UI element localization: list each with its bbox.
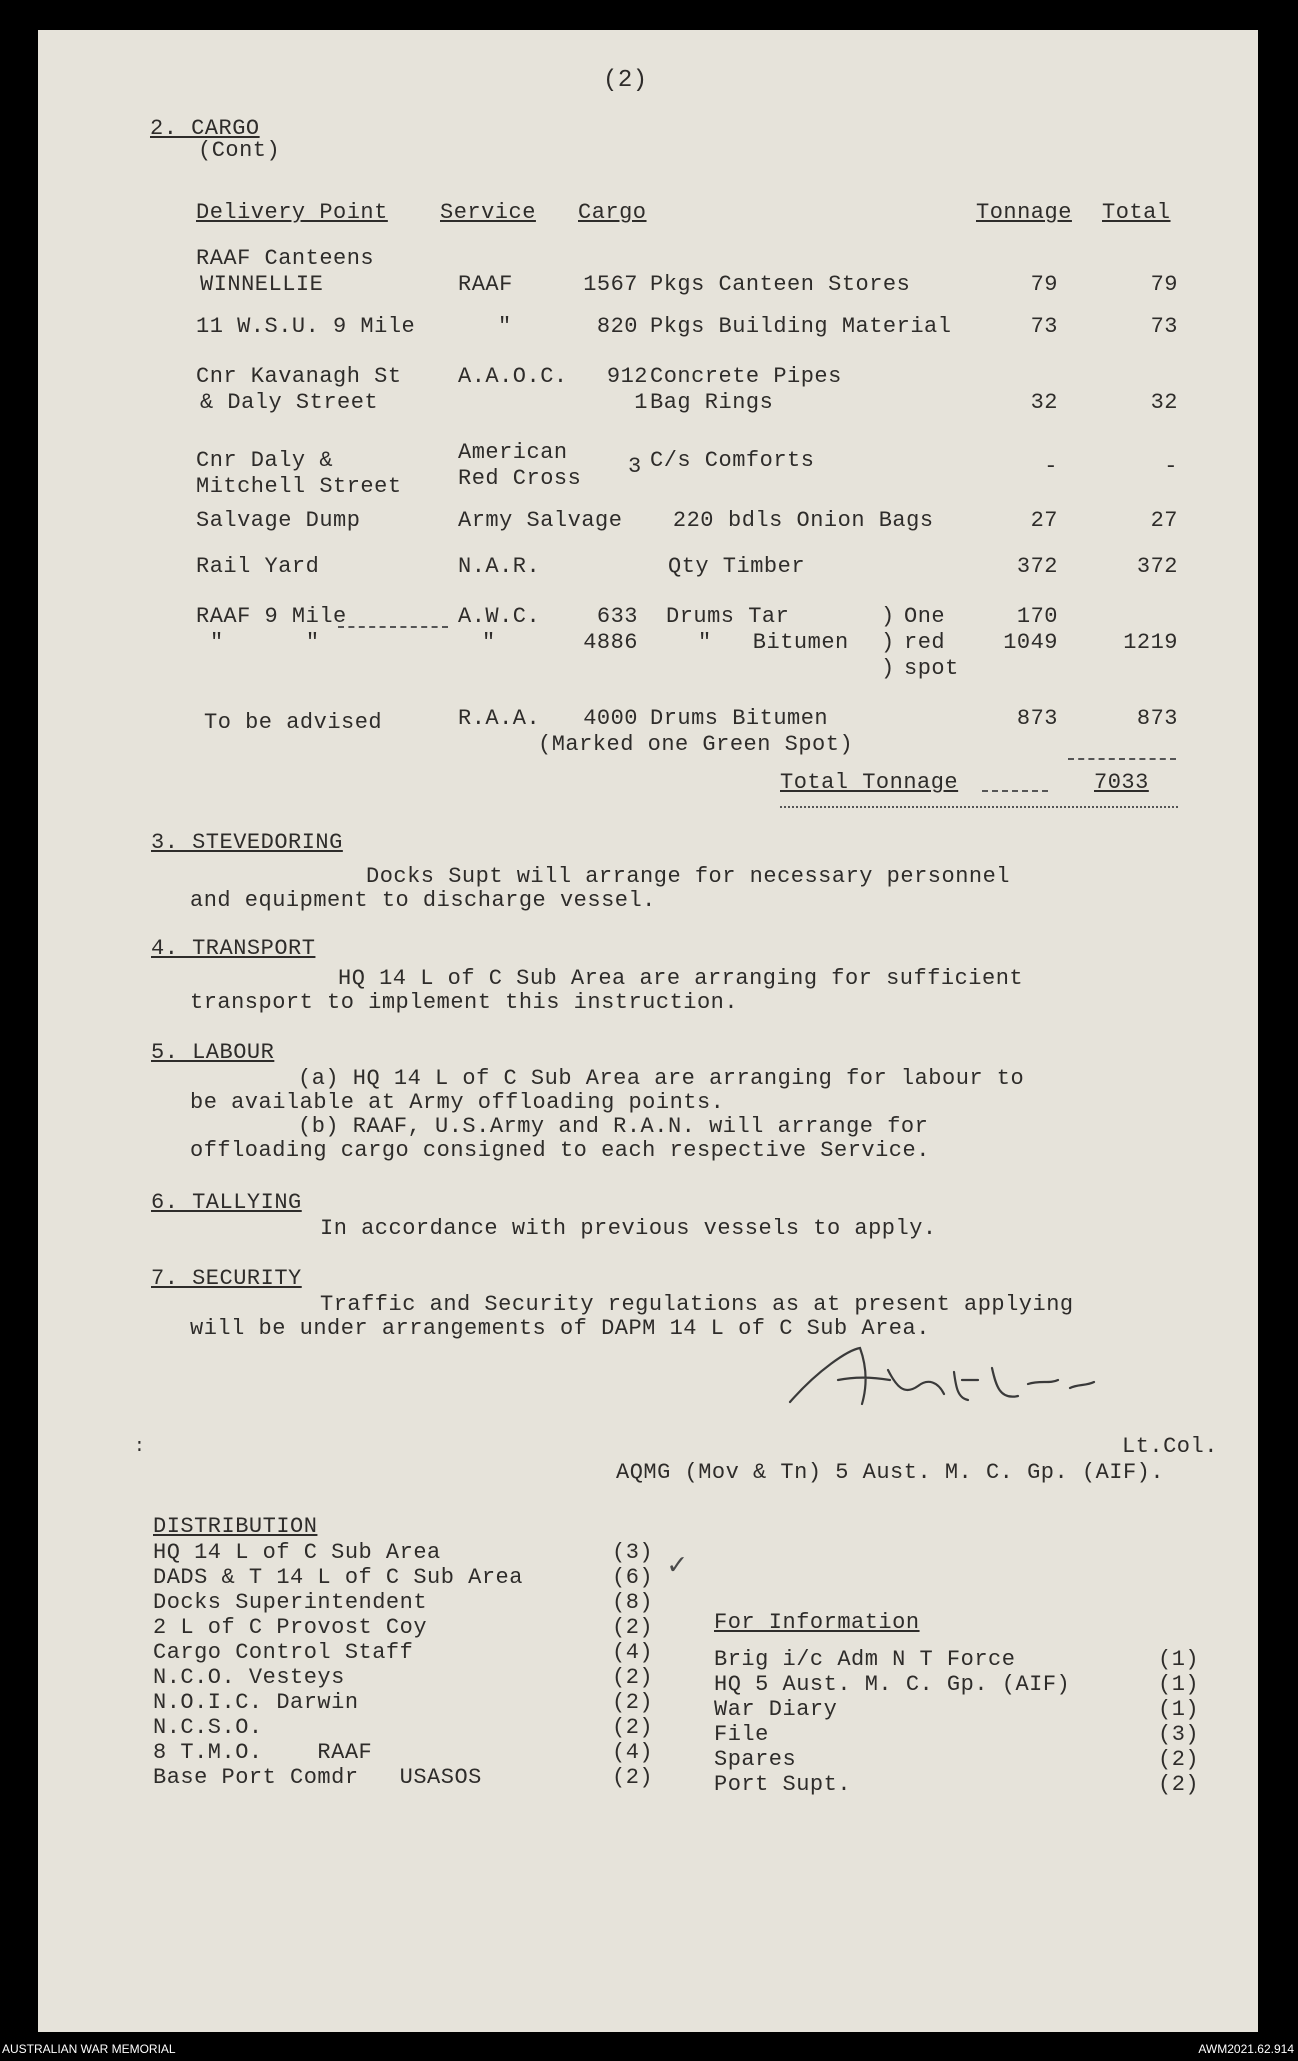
list-item: File: [714, 1722, 769, 1747]
row-tonnage: -: [1044, 454, 1058, 479]
total-tonnage-value: 7033: [1094, 770, 1149, 795]
footer-archive-reference: AWM2021.62.914: [1198, 2042, 1294, 2056]
header-total: Total: [1102, 200, 1171, 225]
list-item-count: (3): [612, 1540, 654, 1565]
row-service: RAAF: [458, 272, 513, 297]
row-total: 372: [1136, 554, 1178, 579]
section-text: be available at Army offloading points.: [190, 1090, 725, 1115]
row-tonnage: 79: [1030, 272, 1058, 297]
row-service: A.A.O.C.: [458, 364, 568, 389]
section-text: transport to implement this instruction.: [190, 990, 739, 1015]
row-tonnage: 73: [1030, 314, 1058, 339]
row-quantity-line2: 1: [634, 390, 648, 415]
row-total: 873: [1136, 706, 1178, 731]
row-cargo: Pkgs Canteen Stores: [650, 272, 911, 297]
list-item: Cargo Control Staff: [153, 1640, 414, 1665]
row-cargo: Concrete Pipes: [650, 364, 842, 389]
brace-symbol: ): [881, 630, 895, 655]
list-item-count: (2): [612, 1765, 654, 1790]
row-service: Army Salvage: [458, 508, 623, 533]
list-item: War Diary: [714, 1697, 838, 1722]
list-item-count: (2): [1158, 1747, 1200, 1772]
list-item-count: (2): [612, 1715, 654, 1740]
list-item: Port Supt.: [714, 1772, 852, 1797]
row-tonnage: 170: [1016, 604, 1058, 629]
section-text: and equipment to discharge vessel.: [190, 888, 656, 913]
margin-mark: :: [134, 1437, 146, 1457]
footer-archive-name: AUSTRALIAN WAR MEMORIAL: [2, 2042, 176, 2056]
row-service: A.W.C.: [458, 604, 541, 629]
row-service: American: [458, 440, 568, 465]
list-item: Brig i/c Adm N T Force: [714, 1647, 1016, 1672]
row-delivery-point-line2: " ": [210, 630, 320, 655]
row-cargo: Drums Bitumen: [650, 706, 829, 731]
row-total: 1219: [1123, 630, 1178, 655]
handwritten-signature: [778, 1340, 1108, 1420]
information-heading: For Information: [714, 1610, 920, 1635]
list-item-count: (6): [612, 1565, 654, 1590]
section-heading-security: 7. SECURITY: [151, 1266, 302, 1291]
list-item: N.C.O. Vesteys: [153, 1665, 345, 1690]
section-heading-stevedoring: 3. STEVEDORING: [151, 830, 343, 855]
row-total: 79: [1150, 272, 1178, 297]
row-delivery-point: Cnr Daly &: [196, 448, 334, 473]
row-delivery-point: 11 W.S.U. 9 Mile: [196, 314, 416, 339]
row-note: One: [904, 604, 946, 629]
total-tonnage-label: Total Tonnage: [780, 770, 959, 795]
list-item: Docks Superintendent: [153, 1590, 428, 1615]
list-item: HQ 5 Aust. M. C. Gp. (AIF): [714, 1672, 1071, 1697]
cargo-heading: 2. CARGO: [150, 116, 260, 141]
row-quantity: 220: [672, 508, 714, 533]
row-service-line2: ": [482, 630, 496, 655]
row-delivery-point: RAAF 9 Mile: [196, 604, 347, 629]
section-text: Docks Supt will arrange for necessary personnel: [366, 864, 1011, 889]
section-heading-tallying: 6. TALLYING: [151, 1190, 302, 1215]
list-item: N.C.S.O.: [153, 1715, 263, 1740]
row-cargo: Pkgs Building Material: [650, 314, 952, 339]
list-item-count: (1): [1158, 1647, 1200, 1672]
row-quantity: 4000: [583, 706, 638, 731]
row-cargo: C/s Comforts: [650, 448, 815, 473]
check-mark-icon: ✓: [668, 1550, 687, 1584]
list-item-count: (2): [1158, 1772, 1200, 1797]
dashed-rule: [338, 626, 448, 628]
list-item-count: (2): [612, 1665, 654, 1690]
list-item: N.O.I.C. Darwin: [153, 1690, 359, 1715]
cargo-subheading: (Cont): [198, 138, 281, 163]
row-cargo-line2: Bag Rings: [650, 390, 774, 415]
row-service: R.A.A.: [458, 706, 541, 731]
list-item-count: (3): [1158, 1722, 1200, 1747]
row-tonnage: 32: [1030, 390, 1058, 415]
document-page: [38, 30, 1258, 2032]
section-heading-labour: 5. LABOUR: [151, 1040, 275, 1065]
row-cargo: bdls Onion Bags: [728, 508, 934, 533]
row-tonnage: 27: [1030, 508, 1058, 533]
row-quantity-line2: 4886: [583, 630, 638, 655]
row-service: N.A.R.: [458, 554, 541, 579]
row-quantity: 912: [606, 364, 648, 389]
row-cargo: Drums Tar: [666, 604, 790, 629]
row-delivery-point-line2: & Daly Street: [200, 390, 379, 415]
header-delivery-point: Delivery Point: [196, 200, 388, 225]
row-total: 27: [1150, 508, 1178, 533]
header-cargo: Cargo: [578, 200, 647, 225]
row-tonnage: 873: [1016, 706, 1058, 731]
row-tonnage-line2: 1049: [1003, 630, 1058, 655]
list-item-count: (4): [612, 1740, 654, 1765]
brace-symbol: ): [881, 656, 895, 681]
row-cargo-line2: (Marked one Green Spot): [538, 732, 854, 757]
list-item-count: (2): [612, 1615, 654, 1640]
row-delivery-point: Cnr Kavanagh St: [196, 364, 402, 389]
row-quantity: 3: [628, 454, 642, 479]
row-total: 73: [1150, 314, 1178, 339]
row-quantity: 1567: [583, 272, 638, 297]
row-delivery-point: Salvage Dump: [196, 508, 361, 533]
list-item-count: (1): [1158, 1697, 1200, 1722]
row-cargo: Qty Timber: [668, 554, 806, 579]
header-tonnage: Tonnage: [976, 200, 1072, 225]
list-item-count: (2): [612, 1690, 654, 1715]
row-service-line2: Red Cross: [458, 466, 582, 491]
section-text: In accordance with previous vessels to apply.: [320, 1216, 937, 1241]
row-quantity: 820: [596, 314, 638, 339]
section-text: HQ 14 L of C Sub Area are arranging for sufficient: [338, 966, 1024, 991]
section-text: (b) RAAF, U.S.Army and R.A.N. will arrange for: [298, 1114, 929, 1139]
list-item: 8 T.M.O. RAAF: [153, 1740, 373, 1765]
section-text: (a) HQ 14 L of C Sub Area are arranging for labour to: [298, 1066, 1025, 1091]
row-cargo-line2: " Bitumen: [698, 630, 849, 655]
brace-symbol: ): [881, 604, 895, 629]
row-note: red: [904, 630, 946, 655]
row-total: 32: [1150, 390, 1178, 415]
row-delivery-point: RAAF Canteens: [196, 246, 375, 271]
row-delivery-point: To be advised: [204, 710, 383, 735]
list-item-count: (8): [612, 1590, 654, 1615]
row-total: -: [1164, 454, 1178, 479]
row-note: spot: [904, 656, 959, 681]
row-tonnage: 372: [1016, 554, 1058, 579]
list-item: Base Port Comdr USASOS: [153, 1765, 482, 1790]
section-text: will be under arrangements of DAPM 14 L of C Sub Area.: [190, 1316, 930, 1341]
section-heading-transport: 4. TRANSPORT: [151, 936, 316, 961]
list-item: 2 L of C Provost Coy: [153, 1615, 428, 1640]
row-service: ": [498, 314, 512, 339]
page-number: (2): [603, 67, 648, 94]
row-delivery-point-line2: Mitchell Street: [196, 474, 402, 499]
signature-title: AQMG (Mov & Tn) 5 Aust. M. C. Gp. (AIF).: [616, 1460, 1165, 1485]
row-quantity: 633: [596, 604, 638, 629]
section-text: Traffic and Security regulations as at present applying: [320, 1292, 1074, 1317]
section-text: offloading cargo consigned to each respective Service.: [190, 1138, 930, 1163]
list-item: Spares: [714, 1747, 797, 1772]
list-item: DADS & T 14 L of C Sub Area: [153, 1565, 523, 1590]
header-service: Service: [440, 200, 536, 225]
list-item-count: (4): [612, 1640, 654, 1665]
signature-rank: Lt.Col.: [1122, 1434, 1218, 1459]
dashed-rule: [982, 790, 1048, 792]
total-rule: [1068, 758, 1176, 760]
double-rule: [780, 806, 1178, 808]
list-item-count: (1): [1158, 1672, 1200, 1697]
list-item: HQ 14 L of C Sub Area: [153, 1540, 441, 1565]
row-delivery-point-line2: WINNELLIE: [200, 272, 324, 297]
distribution-heading: DISTRIBUTION: [153, 1514, 318, 1539]
row-delivery-point: Rail Yard: [196, 554, 320, 579]
